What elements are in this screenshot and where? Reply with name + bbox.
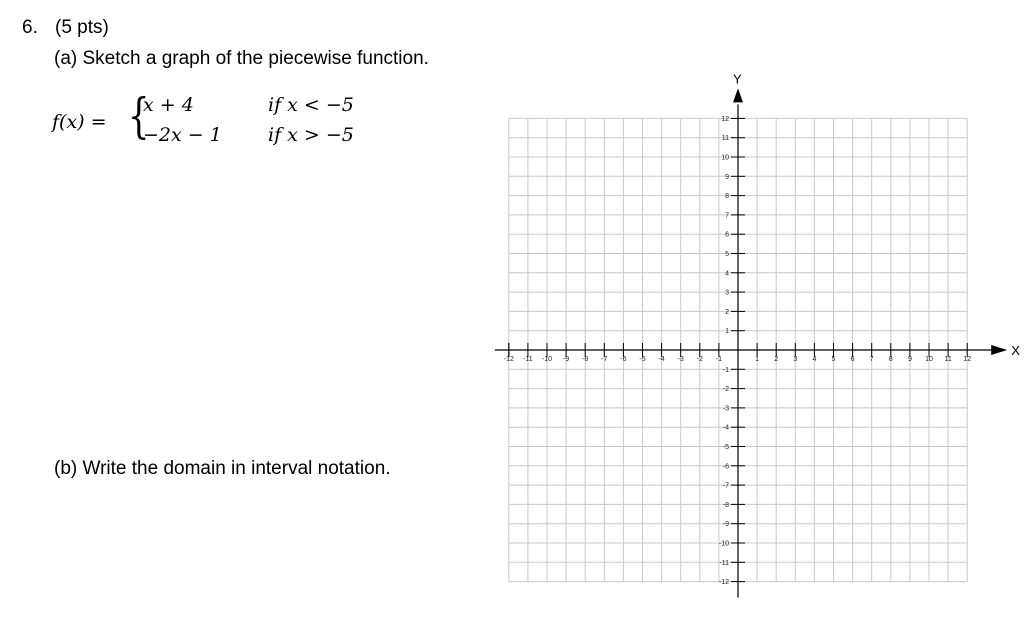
x-tick-label: -4: [658, 356, 665, 363]
x-tick-label: 3: [793, 356, 798, 363]
x-tick-label: 9: [907, 356, 912, 363]
y-tick-label: 1: [725, 328, 729, 336]
y-tick-label: 2: [725, 308, 729, 316]
x-tick-label: 1: [755, 356, 760, 363]
x-tick-label: 8: [888, 356, 893, 363]
x-tick-label: 4: [812, 356, 817, 363]
x-tick-label: -9: [562, 356, 570, 363]
y-tick-label: -4: [722, 424, 729, 432]
x-tick-label: 10: [925, 356, 933, 363]
y-tick-label: 10: [721, 154, 729, 162]
x-tick-label: 12: [963, 356, 972, 363]
x-axis-arrow-icon: [991, 345, 1007, 355]
x-tick-label: -2: [696, 356, 703, 363]
y-tick-label: -2: [722, 386, 729, 394]
y-tick-label: 5: [725, 251, 729, 258]
y-tick-label: 11: [721, 135, 729, 143]
y-tick-label: 7: [725, 212, 729, 220]
y-tick-label: -3: [722, 405, 729, 413]
x-tick-label: -10: [541, 356, 553, 363]
case2-condition: if x > −5: [268, 124, 354, 146]
y-tick-label: -11: [719, 559, 729, 567]
x-tick-label: -5: [639, 356, 646, 363]
x-axis-label: X: [1011, 343, 1020, 358]
question-number: 6.: [22, 17, 38, 38]
case1-condition: if x < −5: [268, 94, 354, 116]
x-tick-label: -7: [601, 356, 608, 363]
x-tick-label: 2: [774, 356, 779, 363]
case1-expression: x + 4: [143, 94, 194, 116]
axes: [495, 88, 1007, 597]
x-tick-label: -12: [503, 356, 514, 363]
function-lhs: f(x) =: [52, 111, 107, 133]
part-a-prompt: (a) Sketch a graph of the piecewise function.: [54, 48, 429, 69]
x-tick-label: -8: [582, 356, 589, 363]
piecewise-brace: {: [128, 88, 150, 144]
y-tick-label: -9: [722, 521, 729, 529]
y-tick-label: 4: [725, 270, 729, 278]
case2-expression: −2x − 1: [143, 124, 222, 146]
x-tick-label: 11: [944, 356, 952, 363]
y-tick-labels: [719, 116, 745, 586]
x-tick-label: -11: [523, 356, 533, 363]
y-tick-label: -10: [718, 540, 729, 548]
question-points: (5 pts): [55, 17, 109, 38]
x-tick-label: -1: [715, 356, 723, 363]
y-tick-label: 8: [725, 193, 729, 201]
y-tick-label: -5: [722, 444, 729, 451]
y-tick-label: -1: [722, 366, 729, 374]
x-tick-label: 5: [831, 356, 836, 363]
y-axis-label: Y: [733, 71, 742, 87]
y-tick-label: -12: [718, 579, 729, 587]
part-b-prompt: (b) Write the domain in interval notation.: [54, 458, 391, 479]
y-tick-label: 6: [725, 231, 729, 239]
y-axis-arrow-icon: [733, 88, 743, 102]
y-tick-label: -6: [722, 463, 729, 471]
x-tick-label: 7: [869, 356, 874, 363]
y-tick-label: 12: [721, 115, 729, 123]
x-tick-label: -6: [620, 356, 627, 363]
y-tick-label: -8: [722, 501, 729, 509]
y-tick-label: 9: [725, 173, 729, 181]
x-tick-label: 6: [850, 356, 855, 363]
x-tick-label: -3: [677, 356, 684, 363]
y-tick-label: -7: [722, 482, 729, 490]
y-tick-label: 3: [725, 289, 729, 297]
